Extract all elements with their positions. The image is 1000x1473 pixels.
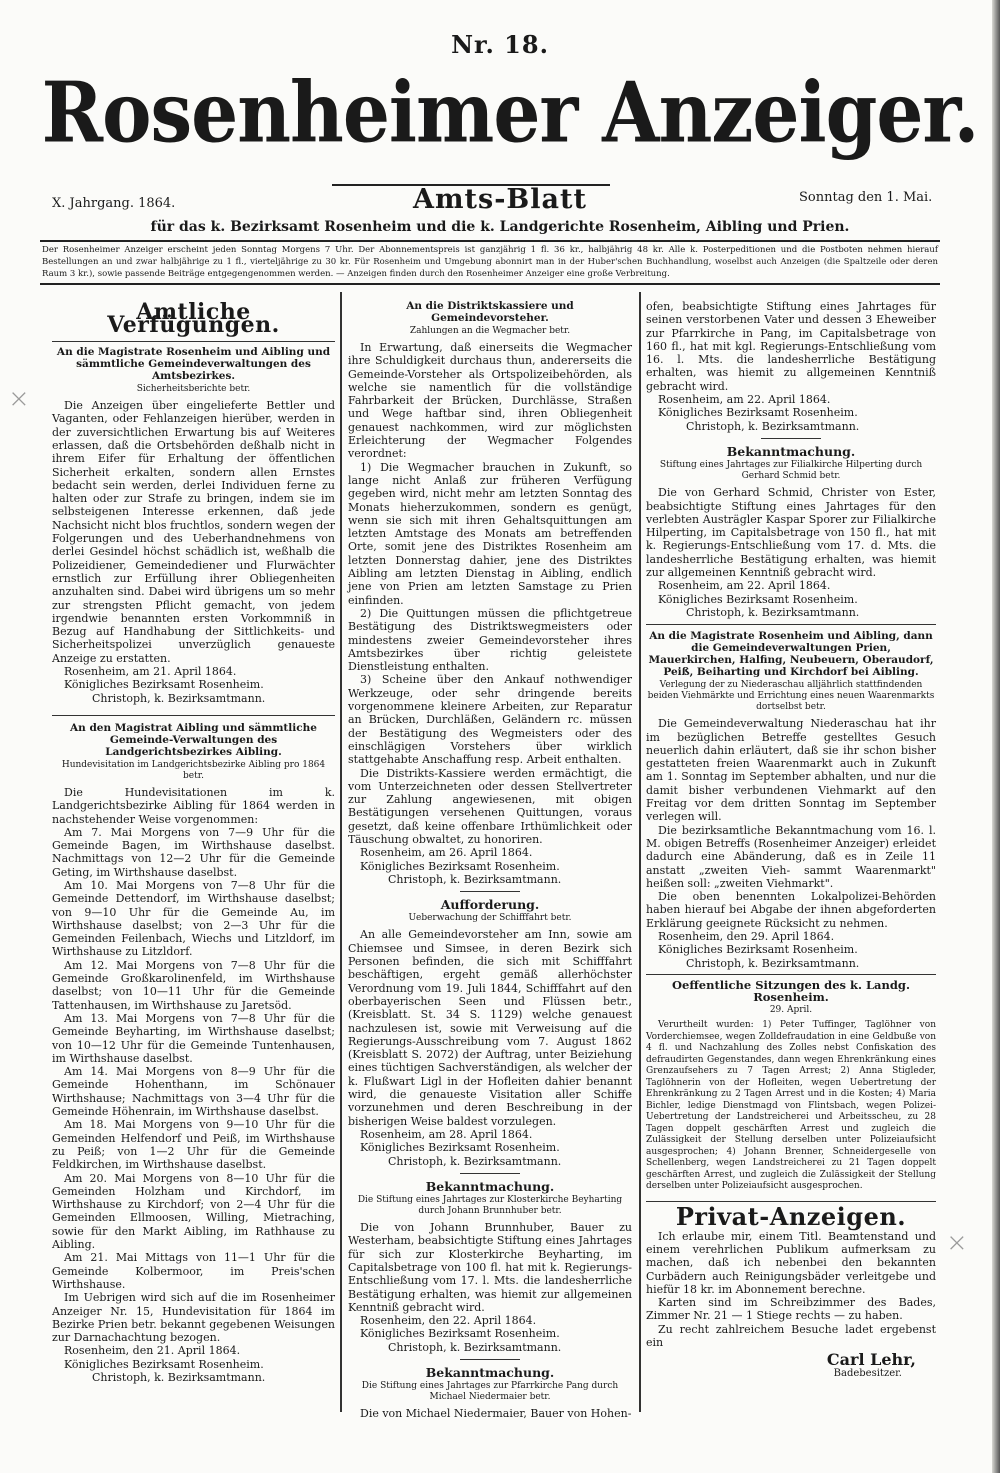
header-rule-top [40, 240, 940, 242]
margin-mark: × [8, 384, 30, 414]
notice-office: Königliches Bezirksamt Rosenheim. [360, 859, 560, 873]
notice-office: Königliches Bezirksamt Rosenheim. [658, 406, 858, 420]
notice-place-date: Rosenheim, den 22. April 1864. [360, 1314, 537, 1328]
notice-place-date: Rosenheim, am 26. April 1864. [360, 846, 533, 860]
notice-office: Königliches Bezirksamt Rosenheim. [64, 1357, 264, 1371]
advertiser-role: Badebesitzer. [833, 1367, 902, 1379]
notice-paragraph: Die bezirksamtliche Bekanntmachung vom 16. l. M. obigen Betreffs (Rosenheimer Anzeiger) erleidet dadurch eine Abänderung, daß es in Zeile 11 anstatt „zweiten Vieh- sammt Waarenmarkt" heißen soll: „zweiten Viehmarkt". [646, 823, 936, 890]
column-3 [646, 300, 936, 1380]
notice-office: Königliches Bezirksamt Rosenheim. [64, 678, 264, 692]
notice-paragraph: Am 18. Mai Morgens von 9—10 Uhr für die Gemeinden Helfendorf und Peiß, im Wirthshause zu Peiß; von 1—2 Uhr für die Gemeinde Feldkirchen, im Wirthshause daselbst. [52, 1118, 335, 1172]
notice-paragraph: Die Gemeindeverwaltung Niederaschau hat ihr im bezüglichen Betreffe gestelltes Gesuch neuerlich dahin erläutert, daß sie ihr schon bisher gestatteten freien Waarenmarkt auch in Zukunft am 1. Sonntag im September abhalten, und nur die damit bisher verbundenen Viehmarkt auf den Freitag vor dem dritten Sonntag im September verlegen will. [646, 717, 936, 824]
issue-number: Nr. 18. [451, 30, 549, 59]
notice-paragraph: Am 20. Mai Morgens von 8—10 Uhr für die Gemeinden Holzham und Kirchdorf, im Wirthshause zu Kirchdorf; von 2—4 Uhr für die Gemeinden Ellmoosen, Willing, Mietraching, sowie für den Markt Aibling, im Rathhause zu Aibling. [52, 1171, 335, 1252]
notice-heading: Bekanntmachung. [726, 443, 856, 459]
notice-paragraph: Die Hundevisitationen im k. Landgerichtsbezirke Aibling für 1864 werden in nachstehender Weise vorgenommen: [52, 785, 335, 826]
notice-paragraph: Am 7. Mai Morgens von 7—9 Uhr für die Gemeinde Bagen, im Wirthshause daselbst. Nachmittags von 12—2 Uhr für die Gemeinde Geting, im Wirthshause daselbst. [52, 825, 335, 879]
notice-subject: Die Stiftung eines Jahrtages zur Pfarrkirche Pang durch Michael Niedermaier betr. [361, 1381, 619, 1403]
issue-date: Sonntag den 1. Mai. [799, 190, 933, 205]
notice-signer: Christoph, k. Bezirksamtmann. [686, 419, 860, 433]
notice-address: An die Magistrate Rosenheim und Aibling und sämmtliche Gemeindeverwaltungen des Amtsbezirkes. [56, 346, 331, 383]
margin-mark: × [946, 1228, 968, 1258]
notice-place-date: Rosenheim, den 29. April 1864. [658, 929, 835, 943]
notice-paragraph: Am 21. Mai Mittags von 11—1 Uhr für die Gemeinde Kolbermoor, im Preis'schen Wirthshause. [52, 1251, 335, 1291]
notice-signer: Christoph, k. Bezirksamtmann. [92, 691, 266, 705]
notice-signer: Christoph, k. Bezirksamtmann. [388, 1340, 562, 1354]
notice-signer: Christoph, k. Bezirksamtmann. [686, 956, 860, 970]
notice-address: An die Magistrate Rosenheim und Aibling, dann die Gemeindeverwaltungen Prien, Mauerkirchen, Halfing, Neubeuern, Oberaudorf, Peiß, Beiharting und Kirchdorf bei Aibling. [648, 630, 934, 679]
notice-signer: Christoph, k. Bezirksamtmann. [388, 1154, 562, 1168]
notice-divider [646, 624, 936, 625]
notice-paragraph: In Erwartung, daß einerseits die Wegmacher ihre Schuldigkeit durchaus thun, andererseits die Gemeinde-Vorsteher als Ortspolizeibehörden, als welche sie namentlich für die vollständige Fahrbarkeit der Brücken, Durchlässe, Straßen und Wege haftbar sind, ihren Obliegenheit genauest nachkommen, wird zur möglichsten Erleichterung der Wegmacher Folgendes verordnet: [348, 341, 632, 461]
notice-paragraph: Am 10. Mai Morgens von 7—8 Uhr für die Gemeinde Dettendorf, im Wirthshause daselbst; von 9—10 Uhr für die Gemeinde Au, im Wirthshause daselbst; von 2—3 Uhr für die Gemeinden Feilenbach, Wiechs und Litzldorf, im Wirthshause zu Litzldorf. [52, 879, 335, 959]
notice-subject: Ueberwachung der Schifffahrt betr. [408, 913, 572, 924]
notice-divider [460, 1359, 520, 1360]
notice-heading: Bekanntmachung. [425, 1178, 555, 1194]
court-sessions-heading: Oeffentliche Sitzungen des k. Landg. Rosenheim. [672, 978, 910, 1005]
notice-divider [460, 1173, 520, 1174]
notice-subject: Sicherheitsberichte betr. [136, 384, 251, 395]
notice-body: Die Anzeigen über eingelieferte Bettler und Vaganten, oder Fehlanzeigen hierüber, werden in der zuversichtlichen Erwartung bis auf Weiteres erlassen, daß die Ortsbehörden deßhalb nicht in ihrem Eifer für Erhaltung der öffentlichen Sicherheit erkalten, sondern allen Ernstes bedacht sein werden, derlei Individuen ferne zu halten oder zur Strafe zu bringen, indem sie im selbsteigenen Interesse erkennen, daß jede Nachsicht nicht blos fruchtlos, sondern wegen der Folgerungen und des Ueberhandnehmens von derlei Gesindel höchst schädlich ist, weßhalb die Polizeidiener, Gemeindediener und Flurwächter ernstlich zur Erfüllung ihrer Obliegenheiten anzuhalten sind. Dabei wird übrigens um so mehr zur strengsten Pflicht gemacht, von jedem irgendwie benannten ersten Vorkommniß in Bezug auf Handhabung der Sittlichkeits- und Sicherheitspolizei unverzüglich genaueste Anzeige zu erstatten. [52, 399, 335, 665]
notice-paragraph: Am 14. Mai Morgens von 8—9 Uhr für die Gemeinde Hohenthann, im Schönauer Wirthshause; Nachmittags von 3—4 Uhr für die Gemeinde Höhenrain, im Wirthshause daselbst. [52, 1065, 335, 1119]
column-rule [340, 292, 342, 1412]
notice-paragraph: Die Distrikts-Kassiere werden ermächtigt, die vom Unterzeichneten oder dessen Stellvertreter zur Zahlung angewiesenen, mit obigen Bestätigungen versehenen Quittungen, voraus gesetzt, daß keine offenbare Irthümlichkeit oder Täuschung obwaltet, zu honoriren. [348, 766, 632, 846]
notice-address: An den Magistrat Aibling und sämmtliche Gemeinde-Verwaltungen des Landgerichtsbezirkes Aibling. [70, 721, 317, 758]
notice-body: Die von Gerhard Schmid, Christer von Ester, beabsichtigte Stiftung eines Jahrtages für den verlebten Austrägler Kaspar Sporer zur Filialkirche Hilperting, im Capitalsbetrage von 150 fl., hat mit k. Regierungs-Entschließung vom 17. d. Mts. die landesherrliche Bestätigung erhalten, was hiemit zur allgemeinen Kenntniß gebracht wird. [646, 486, 936, 580]
notice-paragraph: 3) Scheine über den Ankauf nothwendiger Werkzeuge, oder sehr dringende bereits vorgenommene kleinere Arbeiten, zur Reparatur an Brücken, Durchläßen, Geländern rc. müssen der Bestätigung des Wegmeisters oder des einschlägigen Vorstehers über wirklich stattgehabte Anschaffung resp. Arbeit enthalten. [348, 673, 632, 767]
notice-divider [52, 715, 335, 716]
notice-subject: Verlegung der zu Niederaschau alljährlich stattfindenden beiden Viehmärkte und Errichtung eines neuen Waarenmarkts dortselbst betr. [647, 680, 935, 713]
notice-signer: Christoph, k. Bezirksamtmann. [388, 872, 562, 886]
notice-office: Königliches Bezirksamt Rosenheim. [360, 1141, 560, 1155]
notice-paragraph: Am 13. Mai Morgens von 7—8 Uhr für die Gemeinde Beyharting, im Wirthshause daselbst; von 10—12 Uhr für die Gemeinde Tuntenhausen, im Wirthshause daselbst. [52, 1011, 335, 1065]
column-1 [52, 300, 335, 1384]
notice-office: Königliches Bezirksamt Rosenheim. [658, 592, 858, 606]
notice-subject: Hundevisitation im Landgerichtsbezirke Aibling pro 1864 betr. [61, 759, 326, 781]
section-heading: Amtliche Verfügungen. [107, 299, 280, 339]
notice-place-date: Rosenheim, am 28. April 1864. [360, 1127, 533, 1141]
masthead-subtitle: für das k. Bezirksamt Rosenheim und die k. Landgerichte Rosenheim, Aibling und Prien. [150, 219, 850, 235]
header-rule-bottom [40, 283, 940, 285]
notice-body: An alle Gemeindevorsteher am Inn, sowie am Chiemsee und Simsee, in deren Bezirk sich Personen befinden, die sich mit Schifffahrt beschäftigen, ergeht gemäß allerhöchster Verordnung vom 19. Juli 1844, Schifffahrt auf den oberbayerischen Seen und Flüssen betr., (Kreisblatt. St. 34 S. 1129) welche genauest nachzulesen ist, sowie mit Verweisung auf die Regierungs-Ausschreibung vom 7. August 1862 (Kreisblatt S. 2072) der Auftrag, unter Beiziehung eines tüchtigen Sachverständigen, als welcher der k. Flußwart Ligl in der Hofleiten dahier benannt wird, die genaueste Visitation aller Schiffe vorzunehmen und deren Beschreibung in der bisherigen Weise baldest vorzulegen. [348, 928, 632, 1128]
court-sessions-body: Verurtheilt wurden: 1) Peter Tuffinger, Taglöhner von Vorderchiemsee, wegen Zolldefraudation in eine Geldbuße von 4 fl. und Nachzahlung des Zolles nebst Confiskation des defraudirten Gegenstandes, dann wegen Ehrenkränkung eines Grenzaufsehers zu 7 Tagen Arrest; 2) Anna Stigleder, Taglöhnerin von der Hofleiten, wegen Uebertretung der Ehrenkränkung zu 2 Tagen Arrest und in die Kosten; 4) Maria Bichler, ledige Dienstmagd von Flintsbach, wegen Polizei-Uebertretung der Landstreicherei und Arbeitsscheu, zu 28 Tagen doppelt geschärften Arrest und zugleich die Zulässigkeit der Stellung derselben unter Polizeiaufsicht ausgesprochen; 4) Johann Brenner, Schneidergeselle von Schellenberg, wegen Landstreicherei zu 21 Tagen doppelt geschärften Arrest, und zugleich die Zulässigkeit der Stellung derselben unter Polizeiaufsicht ausgesprochen. [646, 1020, 936, 1192]
notice-place-date: Rosenheim, am 21. April 1864. [64, 665, 237, 679]
notice-office: Königliches Bezirksamt Rosenheim. [658, 943, 858, 957]
notice-paragraph: Am 12. Mai Morgens von 7—8 Uhr für die Gemeinde Großkarolinenfeld, im Wirthshause daselbst; von 10—11 Uhr für die Gemeinde Tattenhausen, im Wirthshause zu Jaretsöd. [52, 958, 335, 1012]
notice-body: Die von Michael Niedermaier, Bauer von Hohen- [360, 1407, 632, 1421]
amtsblatt-title: Amts-Blatt [413, 184, 587, 215]
ad-paragraph: Karten sind im Schreibzimmer des Bades, Zimmer Nr. 21 — 1 Stiege rechts — zu haben. [646, 1296, 936, 1323]
notice-subject: Stiftung eines Jahrtages zur Filialkirche Hilperting durch Gerhard Schmid betr. [659, 460, 923, 482]
column-rule [639, 292, 641, 1412]
notice-divider [460, 891, 520, 892]
notice-heading: Bekanntmachung. [425, 1365, 555, 1381]
column-2 [348, 300, 632, 1421]
notice-paragraph: 1) Die Wegmacher brauchen in Zukunft, so lange nicht Anlaß zur früheren Verfügung gegeben wird, nicht mehr am letzten Sonntag des Monats hieherzukommen, sondern es genügt, wenn sie sich mit ihren Gehaltsquittungen am letzten Amtstage des Monats am betreffenden Orte, somit jene des Distriktes Rosenheim am letzten Donnerstag dahier, jene des Distriktes Aibling am letzten Dienstag in Aibling, endlich jene von Prien am letzten Samstage zu Prien einfinden. [348, 460, 632, 607]
volume-label: X. Jahrgang. 1864. [52, 196, 176, 211]
notice-paragraph: Die oben benennten Lokalpolizei-Behörden haben hierauf bei Abgabe der ihnen abgeforderten Erklärung geeignete Rücksicht zu nehmen. [646, 890, 936, 930]
notice-place-date: Rosenheim, den 21. April 1864. [64, 1344, 241, 1358]
notice-signer: Christoph, k. Bezirksamtmann. [92, 1370, 266, 1384]
notice-office: Königliches Bezirksamt Rosenheim. [360, 1327, 560, 1341]
court-sessions-date: 29. April. [769, 1005, 813, 1016]
advertiser-name: Carl Lehr, [826, 1350, 916, 1370]
notice-subject: Die Stiftung eines Jahrtages zur Klosterkirche Beyharting durch Johann Brunnhuber betr. [357, 1195, 623, 1217]
notice-paragraph: 2) Die Quittungen müssen die pflichtgetreue Bestätigung des Distriktswegmeisters oder mindestens zweier Gemeindevorsteher ihres Amtsbezirkes über richtig geleistete Dienstleistung enthalten. [348, 606, 632, 674]
ad-paragraph: Ich erlaube mir, einem Titl. Beamtenstand und einem verehrlichen Publikum aufmerksam zu machen, daß ich nebenbei den bekannten Curbädern auch Reinigungsbäder verleitgebe und hiefür 18 kr. im Abonnement berechne. [646, 1229, 936, 1296]
section-rule [52, 341, 335, 343]
notice-subject: Zahlungen an die Wegmacher betr. [409, 326, 571, 336]
notice-place-date: Rosenheim, am 22. April 1864. [658, 579, 831, 593]
subscription-terms: Der Rosenheimer Anzeiger erscheint jeden Sonntag Morgens 7 Uhr. Der Abonnementspreis ist ganzjährig 1 fl. 36 kr., halbjährig 48 kr. Alle k. Posterpeditionen und die Postboten nehmen hierauf Bestellungen an und zwar halbjährige zu 1 fl., vierteljährige zu 30 kr. Für Rosenheim und Umgebung abonnirt man in der Huber'schen Buchhandlung, woselbst auch Anzeigen (die Spaltzeile oder deren Raum 3 kr.), sowie passende Beiträge entgegengenommen werden. — Anzeigen finden durch den Rosenheimer Anzeiger eine große Verbreitung. [42, 245, 938, 279]
notice-address: An die Distriktskassiere und Gemeindevorsteher. [406, 300, 574, 324]
notice-body: Die von Johann Brunnhuber, Bauer zu Westerham, beabsichtigte Stiftung eines Jahrtages für sich zur Klosterkirche Beyharting, im Capitalsbetrage von 100 fl. hat mit k. Regierungs-Entschließung vom 17. l. Mts. die landesherrliche Bestätigung erhalten, was hiemit zur allgemeinen Kenntniß gebracht wird. [348, 1221, 632, 1314]
notice-divider [761, 438, 821, 439]
private-ads-heading: Privat-Anzeigen. [675, 1202, 907, 1232]
notice-heading: Aufforderung. [440, 897, 540, 913]
notice-body: ofen, beabsichtigte Stiftung eines Jahrtages für seinen verstorbenen Vater und dessen 3 Eheweiber zur Pfarrkirche in Pang, im Capitalsbetrage von 160 fl., hat mit kgl. Regierungs-Entschließung vom 16. l. Mts. die landesherrliche Bestätigung erhalten, was hiemit zu allgemeinen Kenntniß gebracht wird. [646, 300, 936, 393]
notice-paragraph: Im Uebrigen wird sich auf die im Rosenheimer Anzeiger Nr. 15, Hundevisitation für 1864 im Bezirke Prien betr. bekannt gegebenen Weisungen zur Darnachachtung bezogen. [52, 1291, 335, 1345]
notice-place-date: Rosenheim, am 22. April 1864. [658, 393, 831, 407]
masthead-title: Rosenheimer Anzeiger. [41, 65, 979, 162]
ad-paragraph: Zu recht zahlreichem Besuche ladet ergebenst ein [646, 1322, 936, 1350]
notice-signer: Christoph, k. Bezirksamtmann. [686, 605, 860, 619]
section-rule [646, 974, 936, 976]
